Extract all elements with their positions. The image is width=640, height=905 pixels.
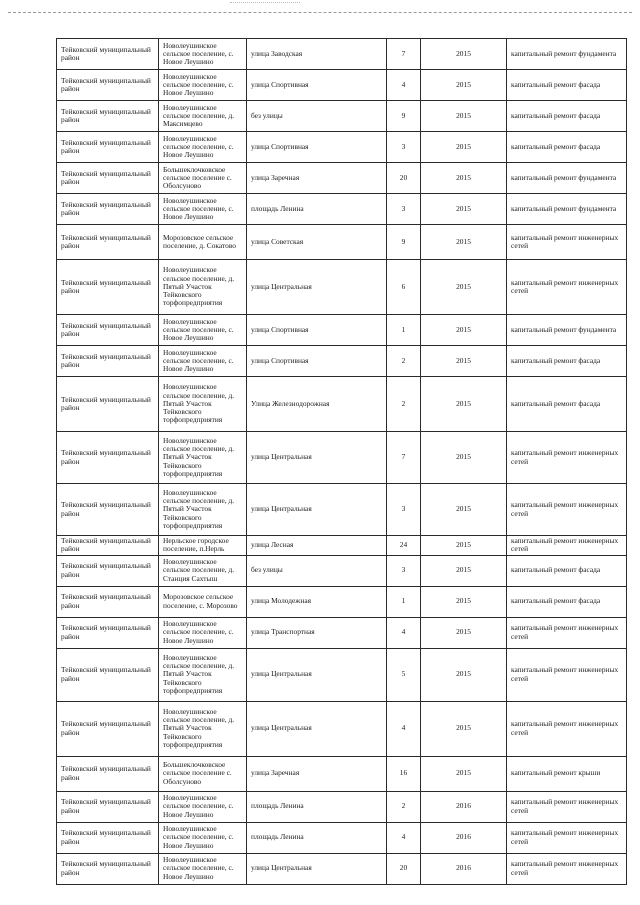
- street-cell: улица Транспортная: [247, 617, 387, 648]
- house-number-cell: 1: [387, 315, 421, 346]
- scan-top-mark: [230, 2, 300, 3]
- table-row: [57, 101, 627, 132]
- district-cell: Тейковский муниципальный район: [57, 853, 159, 884]
- settlement-cell: Новолеушинское сельское поселение, д. Пятый Участок Тейковского торфопредприятия: [159, 484, 247, 536]
- house-number-cell: 3: [387, 132, 421, 163]
- house-number-cell: 9: [387, 225, 421, 260]
- work-type-cell: капитальный ремонт фасада: [507, 555, 627, 586]
- street-cell: улица Центральная: [247, 648, 387, 701]
- table-row: [57, 225, 627, 260]
- street-cell: улица Центральная: [247, 484, 387, 536]
- district-cell: Тейковский муниципальный район: [57, 617, 159, 648]
- settlement-cell: Большеклочковское сельское поселение с. Оболсуново: [159, 163, 247, 194]
- settlement-cell: Новолеушинское сельское поселение, д. Станция Сахтыш: [159, 555, 247, 586]
- street-cell: без улицы: [247, 555, 387, 586]
- work-type-cell: капитальный ремонт инженерных сетей: [507, 617, 627, 648]
- year-cell: 2015: [421, 315, 507, 346]
- district-cell: Тейковский муниципальный район: [57, 701, 159, 756]
- year-cell: 2015: [421, 555, 507, 586]
- table-row: [57, 756, 627, 791]
- work-type-cell: капитальный ремонт крыши: [507, 756, 627, 791]
- settlement-cell: Новолеушинское сельское поселение, д. Максимцево: [159, 101, 247, 132]
- house-number-cell: 20: [387, 163, 421, 194]
- work-type-cell: капитальный ремонт инженерных сетей: [507, 701, 627, 756]
- work-type-cell: капитальный ремонт фундамента: [507, 163, 627, 194]
- settlement-cell: Новолеушинское сельское поселение, с. Новое Леушино: [159, 194, 247, 225]
- table-row: [57, 853, 627, 884]
- district-cell: Тейковский муниципальный район: [57, 101, 159, 132]
- work-type-cell: капитальный ремонт инженерных сетей: [507, 260, 627, 315]
- year-cell: 2015: [421, 260, 507, 315]
- table-row: [57, 701, 627, 756]
- street-cell: улица Лесная: [247, 536, 387, 556]
- district-cell: Тейковский муниципальный район: [57, 39, 159, 70]
- year-cell: 2015: [421, 586, 507, 617]
- table-row: [57, 70, 627, 101]
- house-number-cell: 4: [387, 822, 421, 853]
- street-cell: улица Заречная: [247, 163, 387, 194]
- house-number-cell: 9: [387, 101, 421, 132]
- year-cell: 2016: [421, 791, 507, 822]
- table-row: [57, 432, 627, 484]
- table-row: [57, 315, 627, 346]
- house-number-cell: 5: [387, 648, 421, 701]
- year-cell: 2015: [421, 346, 507, 377]
- work-type-cell: капитальный ремонт фасада: [507, 346, 627, 377]
- table-row: [57, 484, 627, 536]
- settlement-cell: Новолеушинское сельское поселение, с. Новое Леушино: [159, 822, 247, 853]
- district-cell: Тейковский муниципальный район: [57, 648, 159, 701]
- table-row: [57, 163, 627, 194]
- year-cell: 2015: [421, 377, 507, 432]
- settlement-cell: Новолеушинское сельское поселение, с. Новое Леушино: [159, 315, 247, 346]
- table-row: [57, 536, 627, 556]
- settlement-cell: Новолеушинское сельское поселение, д. Пятый Участок Тейковского торфопредприятия: [159, 648, 247, 701]
- house-number-cell: 6: [387, 260, 421, 315]
- year-cell: 2015: [421, 194, 507, 225]
- street-cell: Улица Железнодорожная: [247, 377, 387, 432]
- table-row: [57, 377, 627, 432]
- district-cell: Тейковский муниципальный район: [57, 432, 159, 484]
- work-type-cell: капитальный ремонт инженерных сетей: [507, 853, 627, 884]
- table-body: [57, 39, 627, 885]
- table-row: [57, 39, 627, 70]
- year-cell: 2015: [421, 225, 507, 260]
- year-cell: 2015: [421, 132, 507, 163]
- work-type-cell: капитальный ремонт инженерных сетей: [507, 225, 627, 260]
- district-cell: Тейковский муниципальный район: [57, 163, 159, 194]
- work-type-cell: капитальный ремонт фундамента: [507, 194, 627, 225]
- district-cell: Тейковский муниципальный район: [57, 484, 159, 536]
- house-number-cell: 1: [387, 586, 421, 617]
- repair-schedule-table: [56, 38, 627, 885]
- house-number-cell: 24: [387, 536, 421, 556]
- street-cell: улица Спортивная: [247, 132, 387, 163]
- settlement-cell: Новолеушинское сельское поселение, с. Новое Леушино: [159, 791, 247, 822]
- work-type-cell: капитальный ремонт фундамента: [507, 39, 627, 70]
- district-cell: Тейковский муниципальный район: [57, 586, 159, 617]
- house-number-cell: 2: [387, 346, 421, 377]
- table-row: [57, 346, 627, 377]
- scan-top-rule: [8, 12, 632, 13]
- work-type-cell: капитальный ремонт инженерных сетей: [507, 536, 627, 556]
- work-type-cell: капитальный ремонт фасада: [507, 586, 627, 617]
- table-row: [57, 555, 627, 586]
- table-row: [57, 791, 627, 822]
- settlement-cell: Новолеушинское сельское поселение, д. Пятый Участок Тейковского торфопредприятия: [159, 701, 247, 756]
- year-cell: 2015: [421, 701, 507, 756]
- work-type-cell: капитальный ремонт фасада: [507, 132, 627, 163]
- work-type-cell: капитальный ремонт инженерных сетей: [507, 648, 627, 701]
- street-cell: улица Спортивная: [247, 346, 387, 377]
- work-type-cell: капитальный ремонт инженерных сетей: [507, 484, 627, 536]
- district-cell: Тейковский муниципальный район: [57, 132, 159, 163]
- house-number-cell: 3: [387, 555, 421, 586]
- settlement-cell: Новолеушинское сельское поселение, с. Новое Леушино: [159, 346, 247, 377]
- work-type-cell: капитальный ремонт фасада: [507, 70, 627, 101]
- settlement-cell: Новолеушинское сельское поселение, с. Новое Леушино: [159, 39, 247, 70]
- table-row: [57, 648, 627, 701]
- street-cell: улица Центральная: [247, 853, 387, 884]
- street-cell: улица Спортивная: [247, 315, 387, 346]
- house-number-cell: 2: [387, 791, 421, 822]
- year-cell: 2015: [421, 756, 507, 791]
- year-cell: 2015: [421, 536, 507, 556]
- work-type-cell: капитальный ремонт фундамента: [507, 315, 627, 346]
- table-row: [57, 260, 627, 315]
- district-cell: Тейковский муниципальный район: [57, 70, 159, 101]
- settlement-cell: Новолеушинское сельское поселение, д. Пятый Участок Тейковского торфопредприятия: [159, 260, 247, 315]
- settlement-cell: Новолеушинское сельское поселение, д. Пятый Участок Тейковского торфопредприятия: [159, 377, 247, 432]
- year-cell: 2015: [421, 163, 507, 194]
- house-number-cell: 3: [387, 194, 421, 225]
- district-cell: Тейковский муниципальный район: [57, 315, 159, 346]
- settlement-cell: Новолеушинское сельское поселение, д. Пятый Участок Тейковского торфопредприятия: [159, 432, 247, 484]
- settlement-cell: Новолеушинское сельское поселение, с. Новое Леушино: [159, 70, 247, 101]
- district-cell: Тейковский муниципальный район: [57, 377, 159, 432]
- year-cell: 2015: [421, 648, 507, 701]
- work-type-cell: капитальный ремонт фасада: [507, 101, 627, 132]
- table-row: [57, 132, 627, 163]
- settlement-cell: Нерльское городское поселение, п.Нерль: [159, 536, 247, 556]
- table-row: [57, 194, 627, 225]
- work-type-cell: капитальный ремонт инженерных сетей: [507, 791, 627, 822]
- year-cell: 2016: [421, 853, 507, 884]
- year-cell: 2015: [421, 432, 507, 484]
- district-cell: Тейковский муниципальный район: [57, 194, 159, 225]
- house-number-cell: 7: [387, 39, 421, 70]
- street-cell: площадь Ленина: [247, 791, 387, 822]
- street-cell: улица Центральная: [247, 701, 387, 756]
- year-cell: 2015: [421, 70, 507, 101]
- district-cell: Тейковский муниципальный район: [57, 225, 159, 260]
- table-row: [57, 822, 627, 853]
- settlement-cell: Новолеушинское сельское поселение, с. Новое Леушино: [159, 617, 247, 648]
- work-type-cell: капитальный ремонт фасада: [507, 377, 627, 432]
- work-type-cell: капитальный ремонт инженерных сетей: [507, 432, 627, 484]
- street-cell: улица Центральная: [247, 260, 387, 315]
- settlement-cell: Большеклочковское сельское поселение с. Оболсуново: [159, 756, 247, 791]
- settlement-cell: Новолеушинское сельское поселение, с. Новое Леушино: [159, 853, 247, 884]
- year-cell: 2015: [421, 617, 507, 648]
- street-cell: площадь Ленина: [247, 194, 387, 225]
- house-number-cell: 20: [387, 853, 421, 884]
- district-cell: Тейковский муниципальный район: [57, 555, 159, 586]
- street-cell: улица Советская: [247, 225, 387, 260]
- year-cell: 2015: [421, 101, 507, 132]
- table-row: [57, 617, 627, 648]
- year-cell: 2015: [421, 39, 507, 70]
- street-cell: улица Молодежная: [247, 586, 387, 617]
- street-cell: улица Спортивная: [247, 70, 387, 101]
- street-cell: площадь Ленина: [247, 822, 387, 853]
- street-cell: улица Центральная: [247, 432, 387, 484]
- table-row: [57, 586, 627, 617]
- district-cell: Тейковский муниципальный район: [57, 536, 159, 556]
- house-number-cell: 3: [387, 484, 421, 536]
- settlement-cell: Морозовское сельское поселение, с. Морозово: [159, 586, 247, 617]
- document-sheet: [56, 38, 626, 885]
- house-number-cell: 4: [387, 701, 421, 756]
- work-type-cell: капитальный ремонт инженерных сетей: [507, 822, 627, 853]
- street-cell: без улицы: [247, 101, 387, 132]
- house-number-cell: 7: [387, 432, 421, 484]
- district-cell: Тейковский муниципальный район: [57, 791, 159, 822]
- house-number-cell: 4: [387, 617, 421, 648]
- house-number-cell: 4: [387, 70, 421, 101]
- settlement-cell: Морозовское сельское поселение, д. Сокатово: [159, 225, 247, 260]
- street-cell: улица Заречная: [247, 756, 387, 791]
- district-cell: Тейковский муниципальный район: [57, 260, 159, 315]
- street-cell: улица Заводская: [247, 39, 387, 70]
- house-number-cell: 16: [387, 756, 421, 791]
- house-number-cell: 2: [387, 377, 421, 432]
- district-cell: Тейковский муниципальный район: [57, 822, 159, 853]
- year-cell: 2015: [421, 484, 507, 536]
- district-cell: Тейковский муниципальный район: [57, 346, 159, 377]
- year-cell: 2016: [421, 822, 507, 853]
- settlement-cell: Новолеушинское сельское поселение, с. Новое Леушино: [159, 132, 247, 163]
- district-cell: Тейковский муниципальный район: [57, 756, 159, 791]
